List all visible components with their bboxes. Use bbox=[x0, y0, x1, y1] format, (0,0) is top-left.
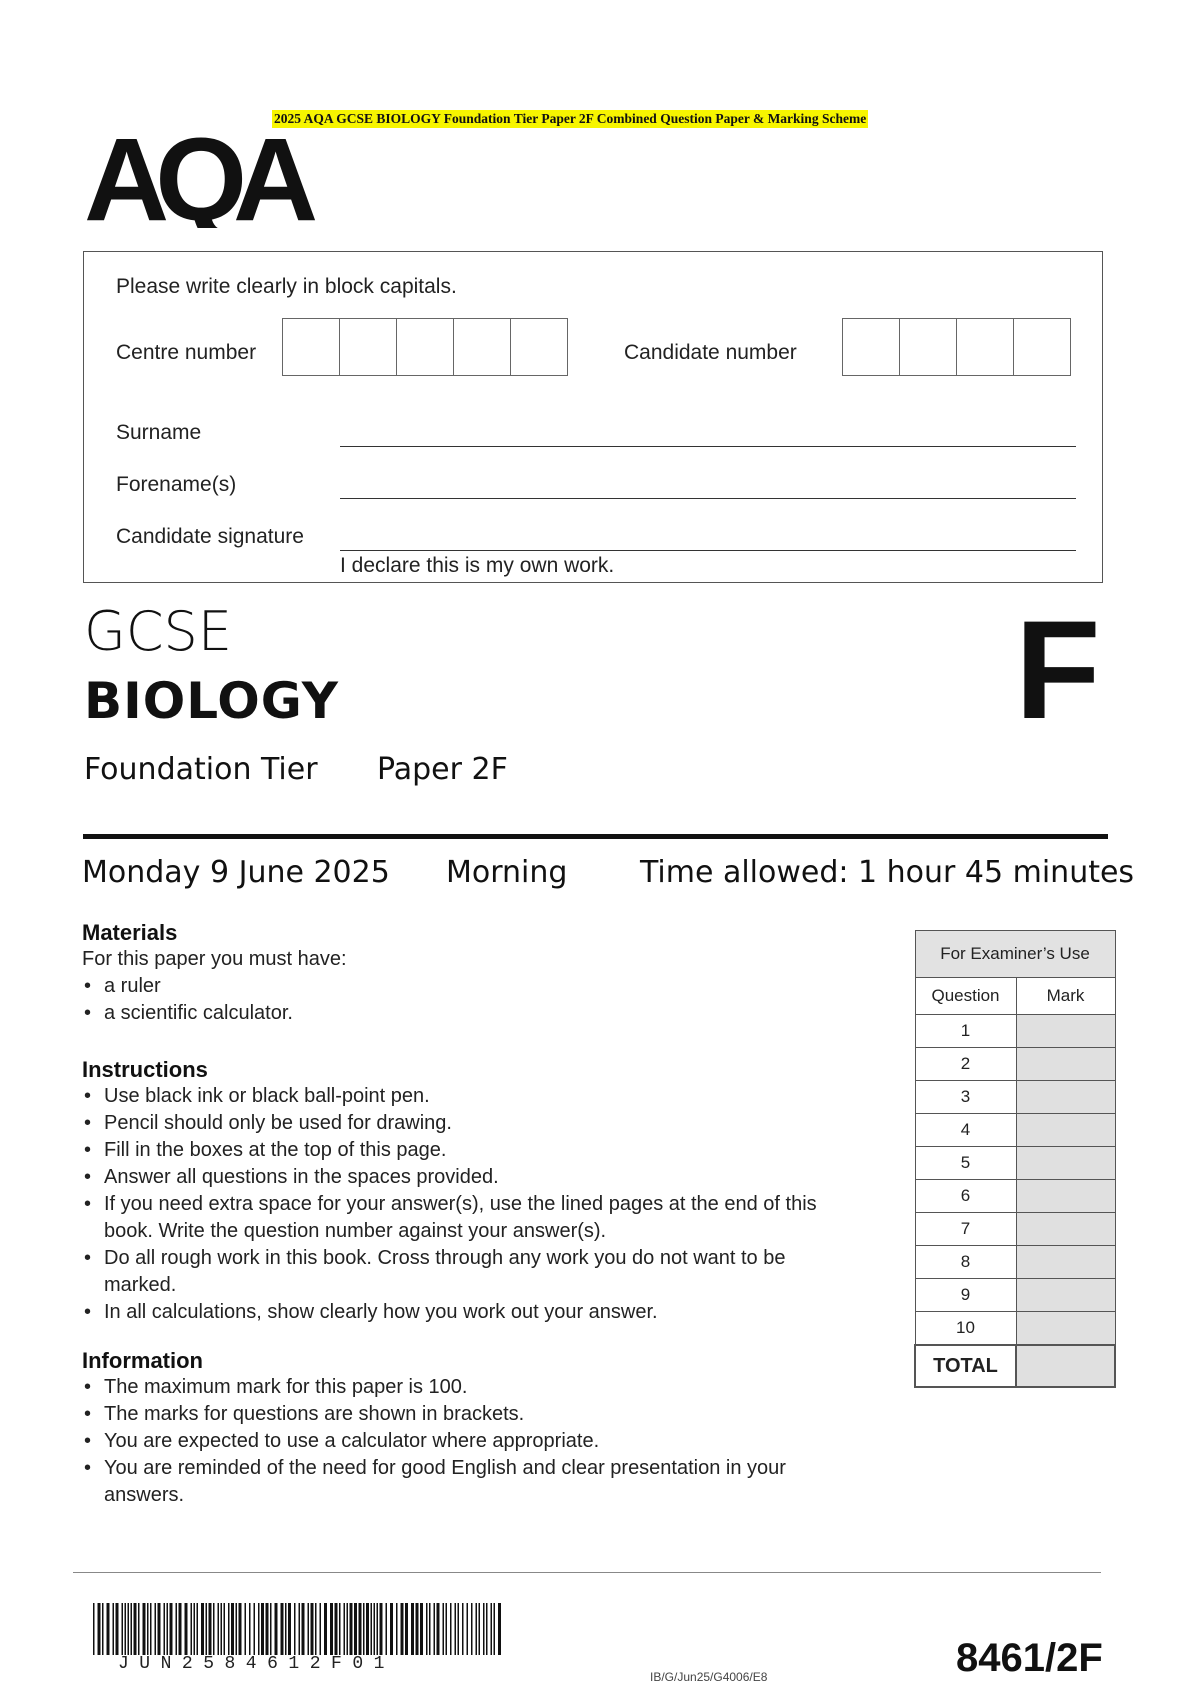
list-item: • The marks for questions are shown in brackets. bbox=[82, 1401, 882, 1428]
barcode-bar bbox=[245, 1603, 247, 1655]
examiner-use-table bbox=[914, 930, 1116, 1388]
candidate-number-digit[interactable] bbox=[957, 319, 1014, 375]
instructions-list bbox=[82, 1083, 882, 1326]
question-number: 9 bbox=[915, 1279, 1016, 1312]
barcode-bar bbox=[228, 1603, 230, 1655]
mark-cell bbox=[1016, 1180, 1115, 1213]
barcode-bar bbox=[302, 1603, 305, 1655]
mark-cell bbox=[1016, 1114, 1115, 1147]
barcode-bar bbox=[155, 1603, 157, 1655]
barcode-bar bbox=[434, 1603, 436, 1655]
barcode-bar bbox=[315, 1603, 317, 1655]
tier-label: Foundation Tier bbox=[84, 752, 318, 787]
barcode-bar bbox=[170, 1603, 173, 1655]
barcode-bar bbox=[339, 1603, 341, 1655]
barcode-bar bbox=[254, 1603, 256, 1655]
mark-cell bbox=[1016, 1279, 1115, 1312]
mark-cell bbox=[1016, 1048, 1115, 1081]
candidate-number-digit[interactable] bbox=[900, 319, 957, 375]
barcode-bar bbox=[479, 1603, 481, 1655]
barcode-bar bbox=[164, 1603, 166, 1655]
barcode-bar bbox=[185, 1603, 188, 1655]
barcode-bar bbox=[134, 1603, 137, 1655]
barcode-bar bbox=[231, 1603, 234, 1655]
materials-section bbox=[82, 920, 882, 1027]
centre-number-digit[interactable] bbox=[283, 319, 340, 375]
barcode-bar bbox=[270, 1603, 272, 1655]
forename-label: Forename(s) bbox=[116, 473, 237, 496]
barcode-bar bbox=[266, 1603, 269, 1655]
barcode-bar bbox=[411, 1603, 414, 1655]
barcode-bar bbox=[98, 1603, 101, 1655]
mark-column-header: Mark bbox=[1016, 978, 1115, 1015]
barcode-bar bbox=[308, 1603, 310, 1655]
barcode-bar bbox=[261, 1603, 264, 1655]
barcode-bar bbox=[366, 1603, 369, 1655]
mark-cell bbox=[1016, 1213, 1115, 1246]
barcode-bar bbox=[249, 1603, 251, 1655]
barcode-bar bbox=[416, 1603, 419, 1655]
exam-session: Morning bbox=[446, 855, 568, 890]
time-allowed: Time allowed: 1 hour 45 minutes bbox=[640, 855, 1135, 890]
mark-cell bbox=[1016, 1081, 1115, 1114]
barcode-bar bbox=[258, 1603, 260, 1655]
barcode-bar bbox=[347, 1603, 349, 1655]
centre-number-digit[interactable] bbox=[340, 319, 397, 375]
barcode-bar bbox=[213, 1603, 215, 1655]
question-number: 2 bbox=[915, 1048, 1016, 1081]
candidate-number-label: Candidate number bbox=[624, 341, 797, 364]
barcode-bar bbox=[236, 1603, 238, 1655]
barcode-bar bbox=[221, 1603, 223, 1655]
barcode-bar bbox=[320, 1603, 322, 1655]
mark-cell bbox=[1016, 1147, 1115, 1180]
barcode-bar bbox=[194, 1603, 196, 1655]
aqa-logo-text: AQA bbox=[84, 118, 305, 228]
barcode-bar bbox=[324, 1603, 327, 1655]
question-number: 10 bbox=[915, 1312, 1016, 1346]
barcode-bar bbox=[294, 1603, 296, 1655]
barcode-bar bbox=[335, 1603, 338, 1655]
aqa-logo bbox=[84, 118, 324, 233]
centre-number-digit[interactable] bbox=[454, 319, 511, 375]
list-item: • a scientific calculator. bbox=[82, 1000, 882, 1027]
barcode-bar bbox=[354, 1603, 357, 1655]
question-number: 1 bbox=[915, 1015, 1016, 1048]
barcode-bar bbox=[446, 1603, 448, 1655]
barcode-bar bbox=[330, 1603, 333, 1655]
barcode-bar bbox=[426, 1603, 428, 1655]
signature-label: Candidate signature bbox=[116, 525, 304, 548]
centre-number-boxes[interactable] bbox=[282, 318, 568, 376]
barcode-bar bbox=[176, 1603, 178, 1655]
barcode-bar bbox=[138, 1603, 140, 1655]
barcode-bar bbox=[128, 1603, 130, 1655]
question-number: 8 bbox=[915, 1246, 1016, 1279]
barcode-bar bbox=[498, 1603, 501, 1655]
surname-label: Surname bbox=[116, 421, 202, 444]
barcode-bar bbox=[93, 1603, 95, 1655]
qualification-title: GCSE bbox=[84, 600, 232, 663]
barcode-bar bbox=[125, 1603, 127, 1655]
list-item: • If you need extra space for your answer(s), use the lined pages at the end of this book. Write the question number against your answer(s). bbox=[82, 1191, 864, 1245]
barcode-bar bbox=[429, 1603, 431, 1655]
barcode-bar bbox=[420, 1603, 423, 1655]
total-mark-cell bbox=[1016, 1345, 1115, 1387]
barcode-bar bbox=[285, 1603, 287, 1655]
barcode-bar bbox=[494, 1603, 496, 1655]
barcode-bar bbox=[206, 1603, 208, 1655]
barcode-bar bbox=[344, 1603, 346, 1655]
candidate-number-digit[interactable] bbox=[1014, 319, 1070, 375]
question-number: 4 bbox=[915, 1114, 1016, 1147]
materials-intro: For this paper you must have: bbox=[82, 948, 347, 970]
barcode bbox=[93, 1603, 505, 1660]
list-item: • In all calculations, show clearly how you work out your answer. bbox=[82, 1299, 882, 1326]
barcode-bar bbox=[143, 1603, 146, 1655]
question-column-header: Question bbox=[915, 978, 1016, 1015]
barcode-bar bbox=[224, 1603, 226, 1655]
centre-number-digit[interactable] bbox=[397, 319, 454, 375]
barcode-bar bbox=[281, 1603, 284, 1655]
information-heading: Information bbox=[82, 1348, 203, 1373]
barcode-bar bbox=[374, 1603, 376, 1655]
candidate-number-boxes[interactable] bbox=[842, 318, 1071, 376]
barcode-bar bbox=[371, 1603, 373, 1655]
list-item: • a ruler bbox=[82, 973, 882, 1000]
barcode-bar bbox=[462, 1603, 464, 1655]
signature-field[interactable] bbox=[340, 550, 1076, 551]
barcode-bar bbox=[437, 1603, 440, 1655]
paper-label: Paper 2F bbox=[377, 752, 508, 787]
barcode-bar bbox=[102, 1603, 104, 1655]
barcode-bar bbox=[147, 1603, 149, 1655]
total-label: TOTAL bbox=[915, 1345, 1016, 1387]
list-item: • You are expected to use a calculator where appropriate. bbox=[82, 1428, 882, 1455]
barcode-bar bbox=[179, 1603, 182, 1655]
barcode-bar bbox=[359, 1603, 362, 1655]
barcode-bar bbox=[107, 1603, 110, 1655]
barcode-bar bbox=[201, 1603, 204, 1655]
mark-cell bbox=[1016, 1015, 1115, 1048]
barcode-bar bbox=[299, 1603, 301, 1655]
barcode-bar bbox=[390, 1603, 393, 1655]
barcode-bar bbox=[167, 1603, 169, 1655]
candidate-number-digit[interactable] bbox=[843, 319, 900, 375]
exam-date: Monday 9 June 2025 bbox=[82, 855, 390, 890]
list-item: • Do all rough work in this book. Cross through any work you do not want to be marked. bbox=[82, 1245, 824, 1299]
forename-field[interactable] bbox=[340, 498, 1076, 499]
barcode-bar bbox=[363, 1603, 365, 1655]
list-item: • Pencil should only be used for drawing. bbox=[82, 1110, 882, 1137]
barcode-bar bbox=[311, 1603, 314, 1655]
barcode-bar bbox=[443, 1603, 445, 1655]
barcode-bar bbox=[275, 1603, 278, 1655]
document-banner: 2025 AQA GCSE BIOLOGY Foundation Tier Paper 2F Combined Question Paper & Marking Scheme bbox=[274, 111, 867, 126]
examiner-table-heading: For Examiner’s Use bbox=[915, 931, 1115, 978]
barcode-bar bbox=[455, 1603, 457, 1655]
footer-divider bbox=[73, 1572, 1101, 1573]
tier-letter: F bbox=[1015, 591, 1101, 748]
barcode-bar bbox=[116, 1603, 119, 1655]
list-item: • Fill in the boxes at the top of this page. bbox=[82, 1137, 882, 1164]
paper-code: 8461/2F bbox=[956, 1636, 1103, 1680]
materials-list bbox=[82, 973, 882, 1027]
subject-title: BIOLOGY bbox=[84, 672, 339, 730]
barcode-bar bbox=[158, 1603, 161, 1655]
barcode-bar bbox=[401, 1603, 404, 1655]
list-item: • Use black ink or black ball-point pen. bbox=[82, 1083, 882, 1110]
barcode-bar bbox=[122, 1603, 124, 1655]
barcode-bar bbox=[197, 1603, 199, 1655]
title-divider bbox=[83, 834, 1108, 839]
barcode-bar bbox=[209, 1603, 212, 1655]
barcode-bar bbox=[150, 1603, 152, 1655]
barcode-bar bbox=[458, 1603, 460, 1655]
list-item: • You are reminded of the need for good English and clear presentation in your answers. bbox=[82, 1455, 804, 1509]
list-item: • Answer all questions in the spaces provided. bbox=[82, 1164, 882, 1191]
barcode-bar bbox=[218, 1603, 220, 1655]
instructions-heading: Instructions bbox=[82, 1057, 208, 1082]
barcode-bar bbox=[405, 1603, 408, 1655]
question-number: 7 bbox=[915, 1213, 1016, 1246]
barcode-bar bbox=[288, 1603, 291, 1655]
mark-cell bbox=[1016, 1246, 1115, 1279]
declaration-text: I declare this is my own work. bbox=[340, 554, 615, 577]
question-number: 5 bbox=[915, 1147, 1016, 1180]
barcode-bar bbox=[483, 1603, 485, 1655]
barcode-bar bbox=[113, 1603, 115, 1655]
block-capitals-instruction: Please write clearly in block capitals. bbox=[116, 275, 457, 298]
barcode-bar bbox=[377, 1603, 379, 1655]
barcode-bar bbox=[450, 1603, 452, 1655]
mark-cell bbox=[1016, 1312, 1115, 1346]
candidate-details-box bbox=[83, 251, 1103, 583]
barcode-bar bbox=[491, 1603, 493, 1655]
barcode-bar bbox=[467, 1603, 469, 1655]
barcode-bar bbox=[486, 1603, 488, 1655]
question-number: 3 bbox=[915, 1081, 1016, 1114]
barcode-bar bbox=[239, 1603, 242, 1655]
barcode-bar bbox=[131, 1603, 133, 1655]
materials-heading: Materials bbox=[82, 920, 178, 945]
barcode-bar bbox=[386, 1603, 388, 1655]
barcode-text: JUN2584612F01 bbox=[118, 1654, 395, 1674]
information-list bbox=[82, 1374, 882, 1509]
question-number: 6 bbox=[915, 1180, 1016, 1213]
surname-field[interactable] bbox=[340, 446, 1076, 447]
centre-number-label: Centre number bbox=[116, 341, 257, 364]
barcode-bar bbox=[350, 1603, 353, 1655]
information-section bbox=[82, 1348, 882, 1509]
barcode-bar bbox=[380, 1603, 383, 1655]
barcode-bar bbox=[396, 1603, 398, 1655]
document-reference: IB/G/Jun25/G4006/E8 bbox=[650, 1670, 768, 1684]
barcode-bar bbox=[191, 1603, 193, 1655]
instructions-section bbox=[82, 1057, 882, 1326]
list-item: • The maximum mark for this paper is 100. bbox=[82, 1374, 882, 1401]
centre-number-digit[interactable] bbox=[511, 319, 567, 375]
barcode-bar bbox=[471, 1603, 473, 1655]
barcode-bar bbox=[476, 1603, 478, 1655]
